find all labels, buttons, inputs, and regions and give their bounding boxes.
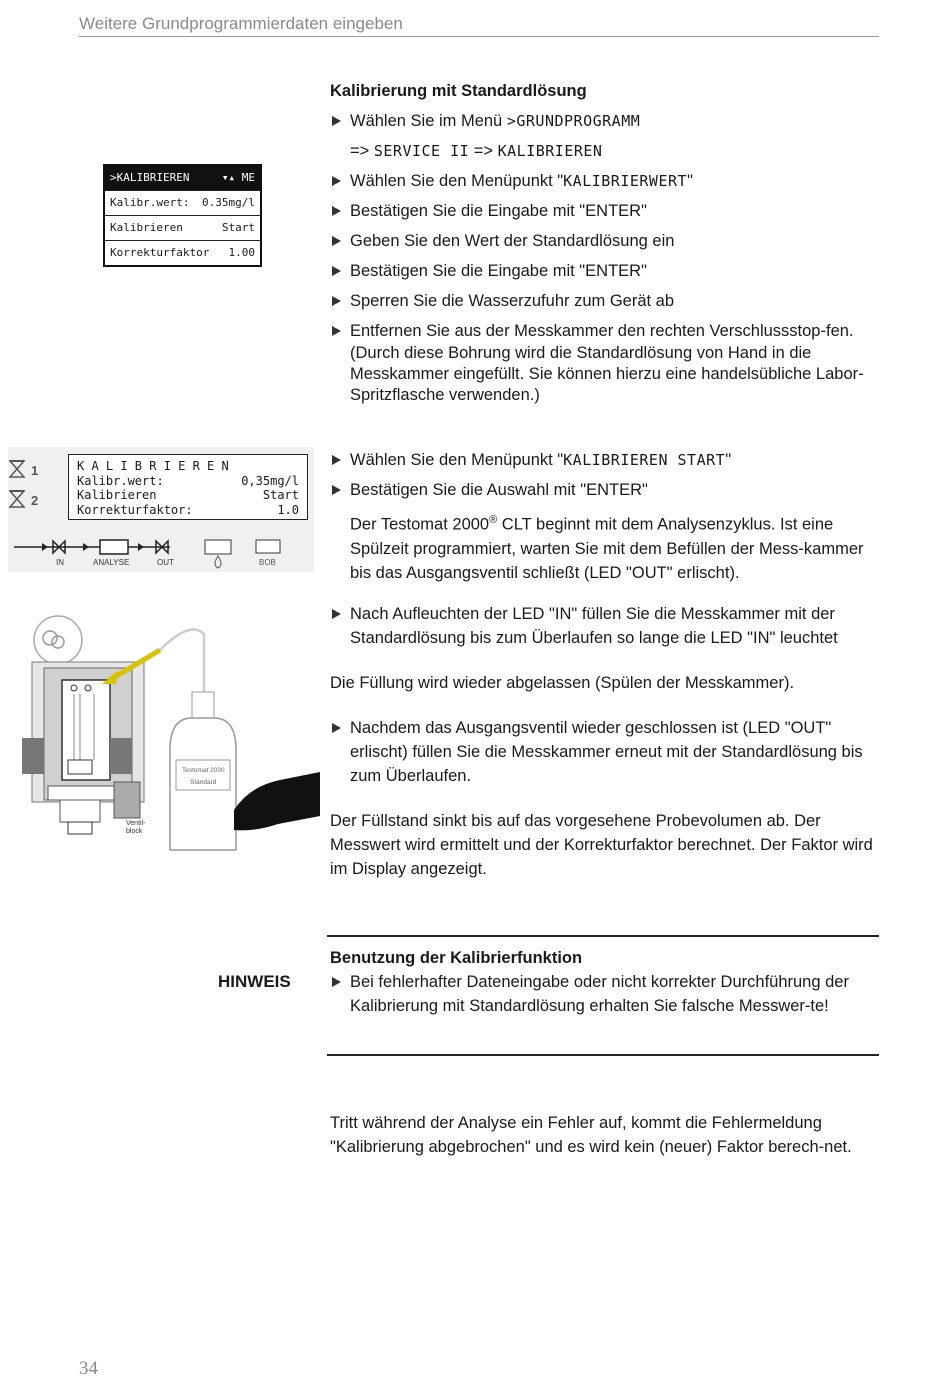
flow-label-out: OUT <box>157 558 174 567</box>
step-7: Entfernen Sie aus der Messkammer den rechten Verschlussstop-fen. <box>330 319 878 343</box>
drop-icon <box>215 556 221 568</box>
step-2-code: KALIBRIERWERT <box>563 172 688 190</box>
step-3: Bestätigen Sie die Eingabe mit "ENTER" <box>330 199 878 223</box>
output-box-icon <box>205 540 231 554</box>
error-paragraph: Tritt während der Analyse ein Fehler auf, kommt die Fehlermeldung "Kalibrierung abgebrochen" und es wird kein (neuer) Faktor berech-net. <box>330 1114 852 1156</box>
level-icon-1 <box>10 461 24 477</box>
lcd-text: 1.00 <box>228 246 255 259</box>
step-5: Bestätigen Sie die Eingabe mit "ENTER" <box>330 259 878 283</box>
step-10: Nach Aufleuchten der LED "IN" füllen Sie die Messkammer mit der Standardlösung bis zum Überlaufen so lange die LED "IN" leuchtet <box>330 602 878 650</box>
step-1-path <box>330 139 878 163</box>
lcd-text: Kalibrieren <box>110 221 183 234</box>
level-icon-2 <box>10 491 24 507</box>
tube <box>160 630 204 696</box>
path-arrow: => <box>350 142 374 160</box>
section-heading: Kalibrierung mit Standardlösung <box>330 82 587 100</box>
step-11: Nachdem das Ausgangsventil wieder geschlossen ist (LED "OUT" erlischt) füllen Sie die Messkammer erneut mit der Standardlösung bis zum Überlaufen. <box>330 716 878 788</box>
lcd-row <box>105 215 260 240</box>
lcd-text: 0,35mg/l <box>241 473 299 488</box>
flow-diagram <box>8 447 314 572</box>
result-paragraph: Der Füllstand sinkt bis auf das vorgesehene Probevolumen ab. Der Messwert wird ermittelt und der Korrekturfaktor berechnet. Der Faktor wird im Display angezeigt. <box>330 812 873 878</box>
step-2-suffix: " <box>687 172 693 190</box>
bob-box-icon <box>256 540 280 553</box>
note-label: HINWEIS <box>218 972 291 991</box>
lcd-row <box>105 190 260 215</box>
flow-arrow-icon <box>42 543 48 551</box>
lcd-text: >KALIBRIEREN <box>110 171 190 184</box>
rinse-paragraph: Die Füllung wird wieder abgelassen (Spülen der Messkammer). <box>330 674 795 692</box>
header-divider <box>79 36 879 37</box>
valve-block-label: Ventil- <box>126 820 146 827</box>
section-calibration <box>330 79 878 406</box>
step-1-code: >GRUNDPROGRAMM <box>506 112 641 130</box>
step-7-note: (Durch diese Bohrung wird die Standardlösung von Hand in die Messkammer eingefüllt. Sie können hierzu eine handelsübliche Labor-Spritzflasche verwenden.) <box>350 344 864 404</box>
valve-block-label: block <box>126 828 143 835</box>
registered-mark: ® <box>489 514 498 526</box>
lcd-text: ▾▴ ME <box>221 171 255 184</box>
step-8-code: KALIBRIEREN START <box>563 451 726 469</box>
lcd-text: Start <box>262 488 299 502</box>
page-header-title: Weitere Grundprogrammierdaten eingeben <box>79 14 403 33</box>
filling-illustration <box>10 610 320 858</box>
step-2 <box>330 169 878 193</box>
hand-icon <box>234 772 320 830</box>
flow-arrow-icon <box>138 543 144 551</box>
note-heading: Benutzung der Kalibrierfunktion <box>330 949 583 967</box>
flow-label-bob: BOB <box>259 558 276 567</box>
step-8 <box>330 448 878 472</box>
lcd-text: Kalibrieren <box>77 488 157 502</box>
path-code-service: SERVICE II <box>373 142 470 160</box>
lcd-text: 1.0 <box>277 502 299 517</box>
step-8-text: Wählen Sie den Menüpunkt " <box>350 451 564 469</box>
step-2-text: Wählen Sie den Menüpunkt " <box>350 172 564 190</box>
step-1-text: Wählen Sie im Menü <box>350 112 507 130</box>
bottle-label-line2: Standard <box>190 779 217 786</box>
para-text: Der Testomat 2000 <box>350 515 490 534</box>
lcd-text: Start <box>221 221 255 234</box>
path-code-kalibrieren: KALIBRIEREN <box>497 142 603 160</box>
analyse-chamber-icon <box>100 540 128 554</box>
lcd-row <box>105 166 260 190</box>
lcd-display-menu <box>103 164 262 267</box>
step-1 <box>330 109 878 133</box>
section-start <box>330 448 878 585</box>
note-box <box>330 946 878 1018</box>
path-arrow: => <box>469 142 498 160</box>
flow-label-analyse: ANALYSE <box>93 558 130 567</box>
page-number: 34 <box>79 1358 98 1379</box>
lcd-text: Kalibr.wert: <box>77 473 164 488</box>
level-label-1: 1 <box>31 463 39 478</box>
lcd-text: Korrekturfaktor: <box>77 502 193 517</box>
lcd-text: Korrekturfaktor <box>110 246 210 259</box>
lcd-title: K A L I B R I E R E N <box>77 459 229 473</box>
detail-magnifier <box>34 616 82 664</box>
para-text: CLT beginnt mit dem Analysenzyklus. Ist eine Spülzeit programmiert, warten Sie mit dem Befüllen der Mess-kammer bis das Ausgangsventil schließt (LED "OUT" erlischt). <box>350 515 864 582</box>
step-8-suffix: " <box>725 451 732 469</box>
lcd-text: 0.35mg/l <box>202 196 255 209</box>
level-label-2: 2 <box>31 493 39 508</box>
lcd-text: Kalibr.wert: <box>110 196 190 209</box>
flow-label-in: IN <box>56 558 64 567</box>
analysis-paragraph <box>330 508 878 585</box>
flow-arrow-icon <box>83 543 89 551</box>
valve-block <box>114 782 140 818</box>
step-4: Geben Sie den Wert der Standardlösung ein <box>330 229 878 253</box>
section-filling <box>330 602 878 881</box>
note-top-rule <box>327 935 879 937</box>
note-bottom-rule <box>327 1054 879 1056</box>
note-text: Bei fehlerhafter Dateneingabe oder nicht korrekter Durchführung der Kalibrierung mit Standardlösung erhalten Sie falsche Messwer-te! <box>330 970 878 1018</box>
lcd-row <box>105 240 260 265</box>
step-6: Sperren Sie die Wasserzufuhr zum Gerät ab <box>330 289 878 313</box>
step-9: Bestätigen Sie die Auswahl mit "ENTER" <box>330 478 878 502</box>
bottle-cap <box>192 692 214 718</box>
bottle-label-line1: Testomat 2000 <box>182 767 225 774</box>
